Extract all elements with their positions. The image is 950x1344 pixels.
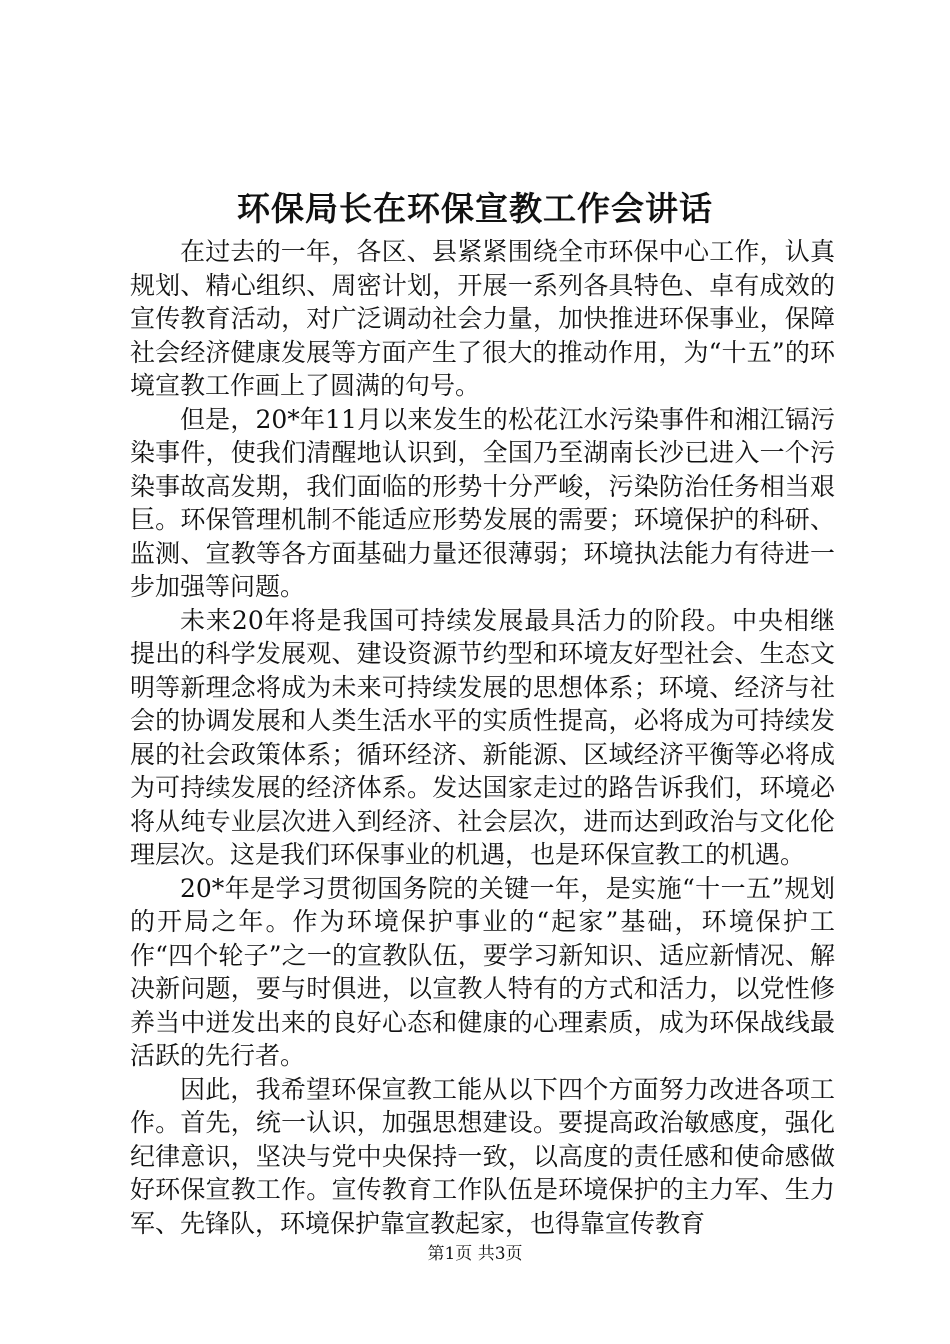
paragraph-5: 因此，我希望环保宣教工能从以下四个方面努力改进各项工作。首先，统一认识，加强思想建设。要提高政治敏感度，强化纪律意识，坚决与党中央保持一致，以高度的责任感和使命感做好环保宣教工作。宣传教育工作队伍是环境保护的主力军、生力军、先锋队，环境保护靠宣教起家，也得靠宣传教育: [130, 1074, 835, 1238]
paragraph-2: 但是，20*年11月以来发生的松花江水污染事件和湘江镉污染事件，使我们清醒地认识到，全国乃至湖南长沙已进入一个污染事故高发期，我们面临的形势十分严峻，污染防治任务相当艰巨。环保管理机制不能适应形势发展的需要；环境保护的科研、监测、宣教等各方面基础力量还很薄弱；环境执法能力有待进一步加强等问题。: [130, 404, 835, 601]
paragraph-3: 未来20年将是我国可持续发展最具活力的阶段。中央相继提出的科学发展观、建设资源节约型和环境友好型社会、生态文明等新理念将成为未来可持续发展的思想体系；环境、经济与社会的协调发展和人类生活水平的实质性提高，必将成为可持续发展的社会政策体系；循环经济、新能源、区域经济平衡等必将成为可持续发展的经济体系。发达国家走过的路告诉我们，环境必将从纯专业层次进入到经济、社会层次，进而达到政治与文化伦理层次。这是我们环保事业的机遇，也是环保宣教工的机遇。: [130, 605, 835, 869]
page-number-footer: 第1页 共3页: [427, 1244, 523, 1264]
paragraph-1: 在过去的一年，各区、县紧紧围绕全市环保中心工作，认真规划、精心组织、周密计划，开展一系列各具特色、卓有成效的宣传教育活动，对广泛调动社会力量，加快推进环保事业，保障社会经济健康发展等方面产生了很大的推动作用，为“十五”的环境宣教工作画上了圆满的句号。: [130, 237, 835, 400]
document-title: 环保局长在环保宣教工作会讲话: [237, 189, 713, 228]
document-body: [130, 235, 835, 1240]
paragraph-4: 20*年是学习贯彻国务院的关键一年，是实施“十一五”规划的开局之年。作为环境保护事业的“起家”基础，环境保护工作“四个轮子”之一的宣教队伍，要学习新知识、适应新情况、解决新问题，要与时俱进，以宣教人特有的方式和活力，以党性修养当中迸发出来的良好心态和健康的心理素质，成为环保战线最活跃的先行者。: [130, 873, 835, 1070]
